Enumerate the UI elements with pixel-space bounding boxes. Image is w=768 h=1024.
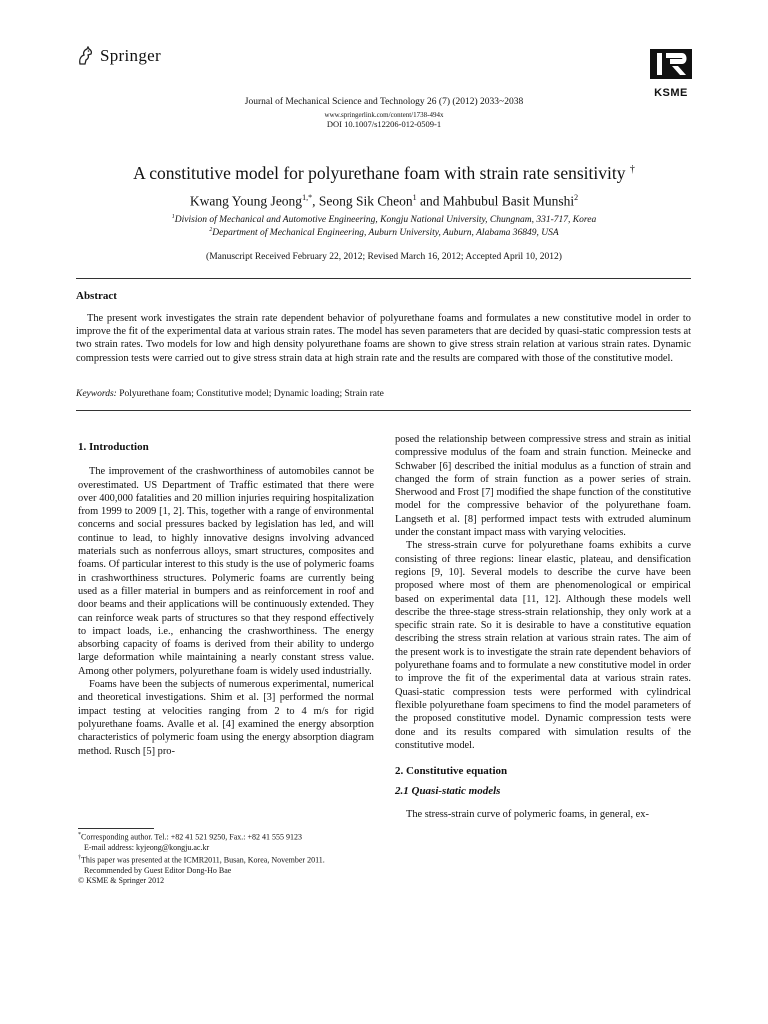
journal-url[interactable]: www.springerlink.com/content/1738-494x [324, 111, 444, 119]
affiliation-1-text: Division of Mechanical and Automotive Engineering, Kongju National University, Chungnam, 331-717, Korea [174, 215, 597, 226]
ksme-logo [648, 47, 694, 99]
affiliation-1 [0, 214, 768, 225]
footnote-email: E-mail address: kyjeong@kongju.ac.kr [84, 842, 210, 852]
abstract-heading: Abstract [76, 290, 117, 302]
footnote-2-text: This paper was presented at the ICMR2011, Busan, Korea, November 2011. [81, 855, 325, 865]
author-1-sup: 1,* [302, 193, 313, 202]
journal-citation: Journal of Mechanical Science and Technology 26 (7) (2012) 2033~2038 [244, 97, 524, 107]
footnotes [78, 830, 378, 886]
title-footnote-mark: † [629, 164, 635, 176]
author-2-sup: 1 [412, 193, 417, 202]
footnote-2-mark: † [78, 855, 81, 862]
copyright: © KSME & Springer 2012 [78, 876, 165, 886]
springer-logo [76, 46, 161, 66]
ksme-emblem-icon [648, 47, 694, 81]
affiliation-1-sup: 1 [171, 214, 175, 220]
doi: DOI 10.1007/s12206-012-0509-1 [326, 119, 442, 129]
divider-top [76, 278, 691, 279]
author-3-sup: 2 [574, 193, 579, 202]
manuscript-dates: (Manuscript Received February 22, 2012; Revised March 16, 2012; Accepted April 10, 2012) [206, 252, 562, 262]
paper-title [0, 163, 768, 184]
section-heading-introduction: 1. Introduction [78, 441, 149, 453]
author-list [0, 193, 768, 210]
section-heading-constitutive-equation: 2. Constitutive equation [395, 765, 508, 778]
right-paragraph-3: The stress-strain curve of polymeric foams, in general, ex- [406, 808, 649, 820]
intro-paragraph-1: The improvement of the crashworthiness of automobiles cannot be overestimated. US Department of Traffic estimated that there were over 400,000 fatalities and 20 million injuries requiring hospitalization from 1999 to 2009 [1, 2]. This, together with a range of environmental concerns and social pressures backed by legislation has led, and will continue to lead, to highly innovative designs involving advanced materials such as nonferrous alloys, smart structures, composites and foams. Of particular interest to this study is the use of polymeric foams in crashworthiness structures. Polymeric foams are currently being used as a filler material in bumpers and as reinforcement in roof and door beams and their applications will be continuously extended. They can reinforce weak parts of structures so that they respond effectively to impact loads, i.e., enhancing the crashworthiness. The energy absorbing capacity of foams is derived from their ability to undergo large deformation while maintaining a nearly constant stress value. Among other polymers, polyurethane foam is widely used industrially. [78, 466, 374, 677]
author-3: and Mahbubul Basit Munshi [416, 193, 575, 209]
keywords-label: Keywords: [76, 389, 117, 399]
footnote-corresponding [78, 830, 378, 843]
title-text: A constitutive model for polyurethane foam with strain rate sensitivity [133, 163, 626, 183]
abstract-text: The present work investigates the strain rate dependent behavior of polyurethane foams and formulates a new constitutive model in order to improve the fit of the experimental data at various strain rates. The model has seven parameters that are decided by quasi-static compression tests at two strain rates. Two models for low and high density polyurethane foams are shown to give stress strain relation at various strain rates. Dynamic compression tests were carried out to give stress strain data at high strain rate and the results are compared with those of the constitutive model. [76, 313, 691, 364]
footnote-1-text: Corresponding author. Tel.: +82 41 521 9250, Fax.: +82 41 555 9123 [81, 832, 302, 842]
keywords-list: Polyurethane foam; Constitutive model; Dynamic loading; Strain rate [116, 389, 384, 399]
right-paragraph-2: The stress-strain curve for polyurethane foams exhibits a curve consisting of three regions: linear elastic, plateau, and densification regions [9, 10]. Several models to describe the curve have been proposed where most of them are phenomenological or empirical based on experimental data [11, 12]. Although these models well describe the three-stage stress-strain relationship, they only work at a specific strain rate. So it is desirable to have a constitutive equation describing the stress strain relation at various strain rates. The aim of the present work is to investigate the strain rate dependent behaviors of polyurethane foams and to formulate a new constitutive model in order to improve the fit of the experimental data at various strain rates. Quasi-static compression tests were performed with cylindrical flexible polyurethane foam specimens to find the model parameters of the proposed constitutive model. Dynamic compression tests were done and its results compared with simulation results of the constitutive model. [395, 540, 691, 751]
affiliation-2 [0, 227, 768, 238]
right-paragraph-1: posed the relationship between compressive stress and strain as initial compressive modulus of the foam and strain function. Meinecke and Schwaber [6] described the initial modulus as a function of strain and changed the form of strain function as a power series of strain. Sherwood and Frost [7] modified the shape function of the constitutive model for the compressive behavior of the polyurethane foam. Langseth et al. [8] performed impact tests with extruded aluminum under the constant impact mass with varying velocities. [395, 434, 691, 539]
ksme-label: KSME [654, 87, 688, 99]
keywords [76, 389, 384, 399]
intro-paragraph-2: Foams have been the subjects of numerous experimental, numerical and theoretical investigations. Shim et al. [3] performed the normal impact testing at velocities ranging from 2 to 4 m/s for rigid polyurethane foams. Avalle et al. [4] examined the energy absorption characteristics of polymeric foam using the energy absorption diagram method. Rusch [5] pro- [78, 679, 374, 757]
publisher-name: Springer [100, 46, 161, 65]
divider-bottom [76, 410, 691, 411]
author-1: Kwang Young Jeong [189, 193, 303, 209]
subsection-heading-quasi-static: 2.1 Quasi-static models [395, 785, 501, 798]
affiliation-2-sup: 2 [209, 227, 213, 233]
affiliation-2-text: Department of Mechanical Engineering, Auburn University, Auburn, Alabama 36849, USA [212, 228, 559, 239]
footnote-divider [78, 828, 154, 829]
footnote-conference [78, 853, 378, 866]
author-2: , Seong Sik Cheon [312, 193, 413, 209]
footnote-editor: Recommended by Guest Editor Dong-Ho Bae [84, 865, 232, 875]
footnote-1-mark: * [78, 832, 81, 838]
right-column [395, 433, 691, 821]
springer-horse-icon [76, 46, 94, 66]
left-column [78, 441, 374, 758]
